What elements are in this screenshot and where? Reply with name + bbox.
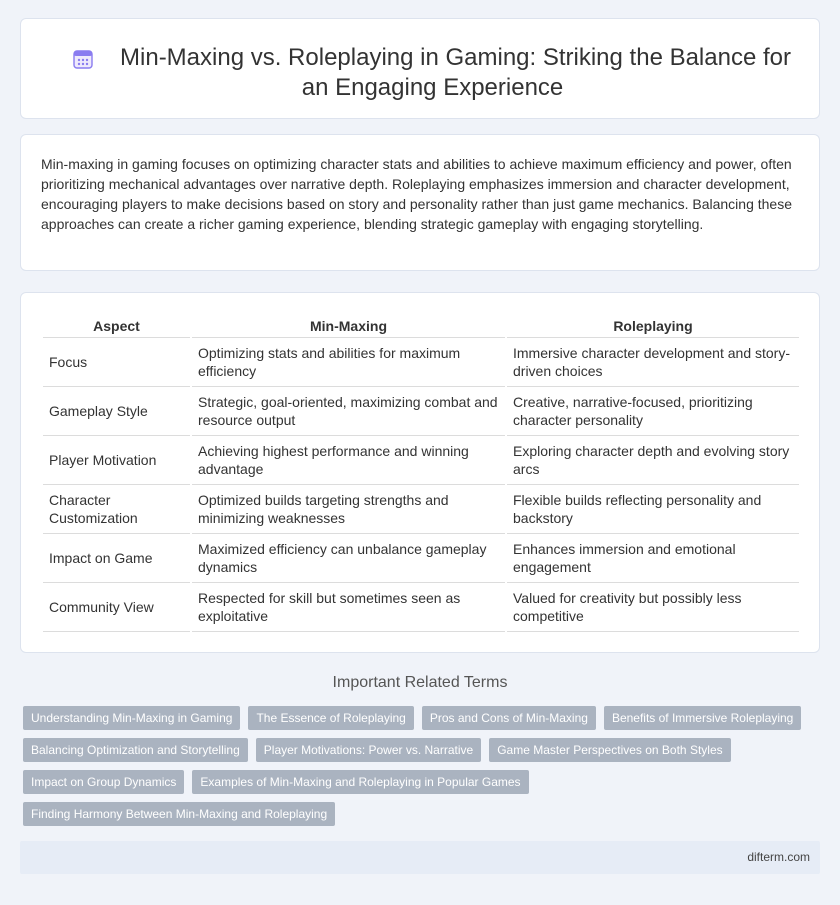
page-title: Min-Maxing vs. Roleplaying in Gaming: Striking the Balance for an Engaging Experience [120, 44, 791, 101]
table-row [43, 386, 799, 435]
cell-aspect: Community View [43, 582, 191, 631]
related-term-tag[interactable]: Examples of Min-Maxing and Roleplaying in Popular Games [192, 770, 528, 794]
intro-card [20, 134, 820, 271]
related-terms-title: Important Related Terms [332, 674, 508, 691]
intro-paragraph: Min-maxing in gaming focuses on optimizing character stats and abilities to achieve maximum efficiency and power, often prioritizing mechanical advantages over narrative depth. Roleplaying emphasizes immersion and character development, encouraging players to make decisions based on story and personality rather than just game mechanics. Balancing these approaches can create a richer gaming experience, blending strategic gameplay with engaging storytelling. [41, 156, 792, 232]
comparison-card [20, 292, 820, 653]
related-term-tag[interactable]: Player Motivations: Power vs. Narrative [256, 738, 481, 762]
table-row [43, 533, 799, 582]
cell-min-maxing: Optimized builds targeting strengths and minimizing weaknesses [191, 484, 506, 533]
related-term-tag[interactable]: Balancing Optimization and Storytelling [23, 738, 248, 762]
table-row [43, 337, 799, 386]
cell-aspect: Impact on Game [43, 533, 191, 582]
related-term-tag[interactable]: Benefits of Immersive Roleplaying [604, 706, 801, 730]
related-term-tag[interactable]: Understanding Min-Maxing in Gaming [23, 706, 240, 730]
related-term-tag[interactable]: Game Master Perspectives on Both Styles [489, 738, 730, 762]
cell-roleplaying: Creative, narrative-focused, prioritizing character personality [506, 386, 799, 435]
related-term-tag[interactable]: Impact on Group Dynamics [23, 770, 184, 794]
cell-roleplaying: Immersive character development and story-driven choices [506, 337, 799, 386]
title-card [20, 18, 820, 119]
cell-min-maxing: Achieving highest performance and winning advantage [191, 435, 506, 484]
cell-roleplaying: Flexible builds reflecting personality and backstory [506, 484, 799, 533]
related-term-tag[interactable]: The Essence of Roleplaying [248, 706, 413, 730]
cell-roleplaying: Enhances immersion and emotional engagement [506, 533, 799, 582]
cell-aspect: Gameplay Style [43, 386, 191, 435]
table-row [43, 484, 799, 533]
related-term-tag[interactable]: Pros and Cons of Min-Maxing [422, 706, 596, 730]
header-min-maxing: Min-Maxing [191, 315, 506, 337]
cell-aspect: Character Customization [43, 484, 191, 533]
table-row [43, 435, 799, 484]
cell-roleplaying: Exploring character depth and evolving story arcs [506, 435, 799, 484]
cell-min-maxing: Optimizing stats and abilities for maximum efficiency [191, 337, 506, 386]
cell-min-maxing: Respected for skill but sometimes seen as exploitative [191, 582, 506, 631]
header-roleplaying: Roleplaying [506, 315, 799, 337]
cell-aspect: Player Motivation [43, 435, 191, 484]
cell-min-maxing: Maximized efficiency can unbalance gameplay dynamics [191, 533, 506, 582]
cell-aspect: Focus [43, 337, 191, 386]
cell-roleplaying: Valued for creativity but possibly less competitive [506, 582, 799, 631]
table-header-row [43, 315, 799, 337]
footer [20, 841, 820, 874]
footer-site-link[interactable]: difterm.com [747, 850, 810, 864]
related-terms-list [23, 706, 813, 826]
header-aspect: Aspect [43, 315, 191, 337]
related-term-tag[interactable]: Finding Harmony Between Min-Maxing and Roleplaying [23, 802, 335, 826]
comparison-table [43, 315, 799, 632]
table-row [43, 582, 799, 631]
cell-min-maxing: Strategic, goal-oriented, maximizing combat and resource output [191, 386, 506, 435]
